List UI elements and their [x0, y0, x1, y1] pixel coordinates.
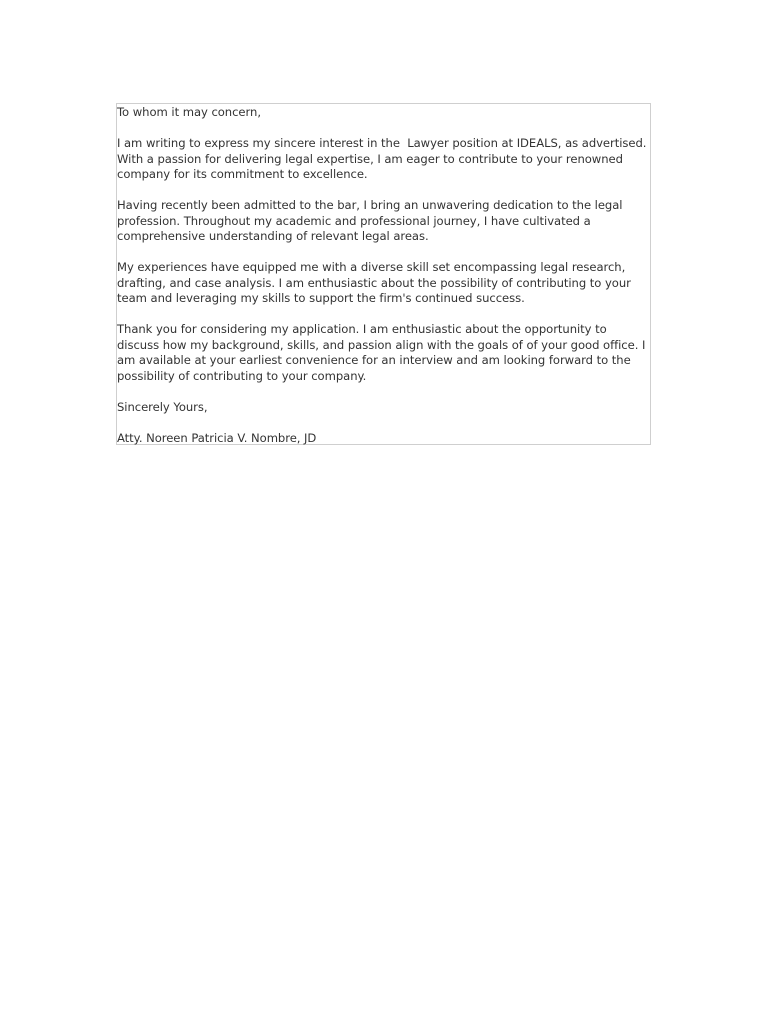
letter-paragraph-skills: My experiences have equipped me with a diverse skill set encompassing legal research, drafting, and case analysis. I am enthusiastic about the possibility of contributing to your team and leveraging my skills to support the firm's continued success. — [117, 260, 635, 305]
letter-salutation: To whom it may concern, — [117, 105, 261, 119]
letter-closing: Sincerely Yours, — [117, 399, 208, 414]
letter-paragraph-thanks: Thank you for considering my application. I am enthusiastic about the opportunity to discuss how my background, skills, and passion align with the goals of of your good office. I am available at your earliest convenience for an interview and am looking forward to the possibility of contributing to your company. — [117, 322, 649, 383]
cover-letter — [116, 103, 651, 445]
letter-paragraph-qualifications: Having recently been admitted to the bar, I bring an unwavering dedication to the legal profession. Throughout my academic and professional journey, I have cultivated a comprehensive understanding of relevant legal areas. — [117, 198, 627, 243]
letter-signature: Atty. Noreen Patricia V. Nombre, JD — [117, 430, 317, 445]
letter-paragraph-intro: I am writing to express my sincere interest in the Lawyer position at IDEALS, as advertised. With a passion for delivering legal expertise, I am eager to contribute to your renowned company for its commitment to excellence. — [117, 136, 651, 181]
